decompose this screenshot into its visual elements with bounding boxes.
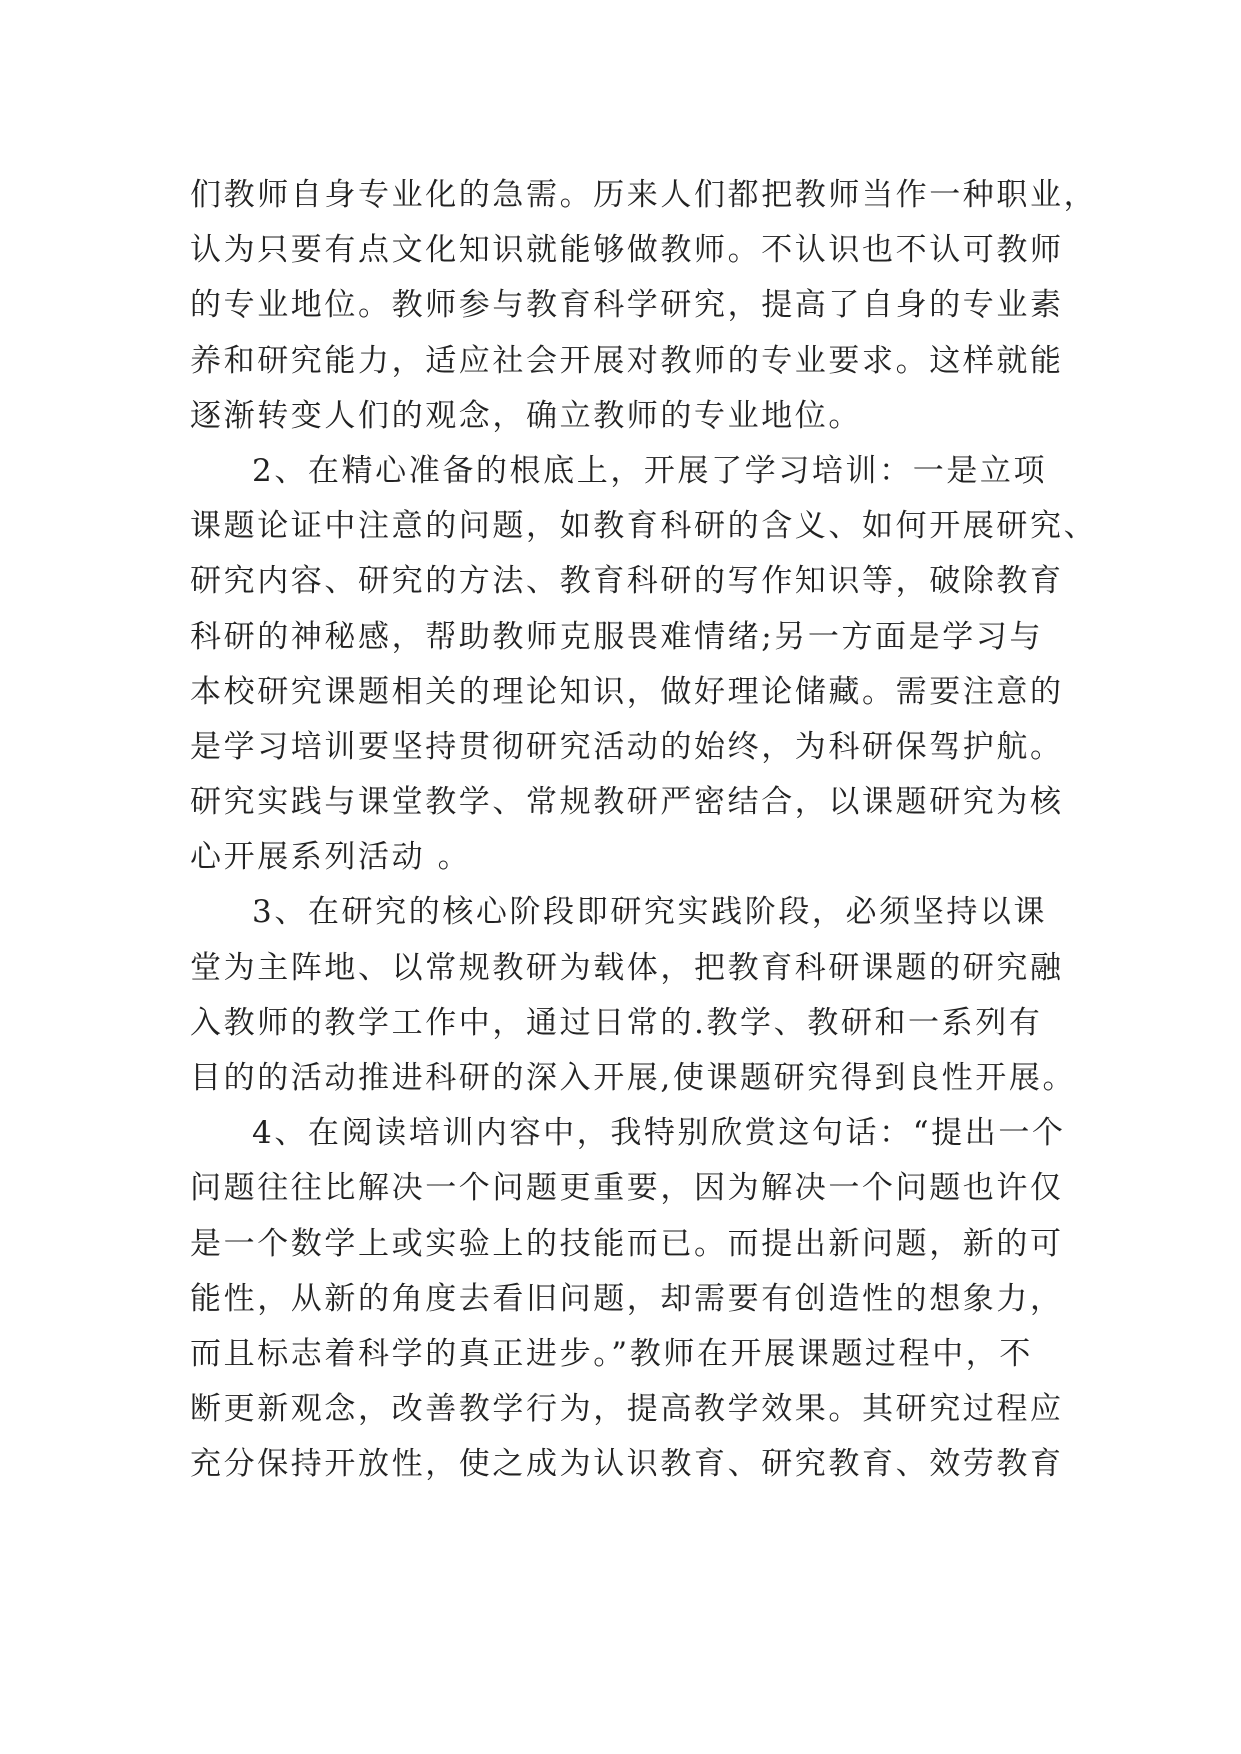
paragraph-first-line: 4、在阅读培训内容中，我特别欣赏这句话：“提出一个	[252, 1115, 1066, 1152]
text-line: 研究内容、研究的方法、教育科研的写作知识等，破除教育	[190, 563, 1064, 600]
text-line: 课题论证中注意的问题，如教育科研的含义、如何开展研究、	[190, 508, 1098, 545]
text-line: 而且标志着科学的真正进步。”教师在开展课题过程中，不	[190, 1335, 1033, 1372]
text-line: 能性，从新的角度去看旧问题，却需要有创造性的想象力，	[190, 1280, 1064, 1317]
text-line: 们教师自身专业化的急需。历来人们都把教师当作一种职业，	[190, 177, 1098, 213]
text-line: 是一个数学上或实验上的技能而已。而提出新问题，新的可	[190, 1225, 1064, 1262]
text-line: 断更新观念，改善教学行为，提高教学效果。其研究过程应	[190, 1391, 1064, 1428]
text-line: 本校研究课题相关的理论知识，做好理论储藏。需要注意的	[190, 673, 1064, 710]
text-line: 认为只要有点文化知识就能够做教师。不认识也不认可教师	[190, 232, 1064, 269]
text-line: 入教师的教学工作中，通过日常的.教学、教研和一系列有	[190, 1004, 1043, 1041]
text-line: 充分保持开放性，使之成为认识教育、研究教育、效劳教育	[190, 1446, 1064, 1483]
paragraph-first-line: 2、在精心准备的根底上，开展了学习培训：一是立项	[252, 452, 1048, 489]
text-line: 堂为主阵地、以常规教研为载体，把教育科研课题的研究融	[190, 949, 1064, 986]
text-line: 研究实践与课堂教学、常规教研严密结合，以课题研究为核	[190, 784, 1064, 821]
text-line: 的专业地位。教师参与教育科学研究，提高了自身的专业素	[190, 287, 1064, 324]
text-line: 心开展系列活动 。	[190, 839, 472, 876]
document-body	[190, 168, 1098, 1493]
text-line: 养和研究能力，适应社会开展对教师的专业要求。这样就能	[190, 342, 1064, 379]
text-line: 问题往往比解决一个问题更重要，因为解决一个问题也许仅	[190, 1170, 1064, 1207]
paragraph-first-line: 3、在研究的核心阶段即研究实践阶段，必须坚持以课	[252, 894, 1048, 931]
text-line: 是学习培训要坚持贯彻研究活动的始终，为科研保驾护航。	[190, 728, 1064, 765]
text-line: 目的的活动推进科研的深入开展,使课题研究得到良性开展。	[190, 1060, 1077, 1096]
text-line: 逐渐转变人们的观念，确立教师的专业地位。	[190, 397, 862, 434]
text-line: 科研的神秘感，帮助教师克服畏难情绪;另一方面是学习与	[190, 618, 1044, 655]
